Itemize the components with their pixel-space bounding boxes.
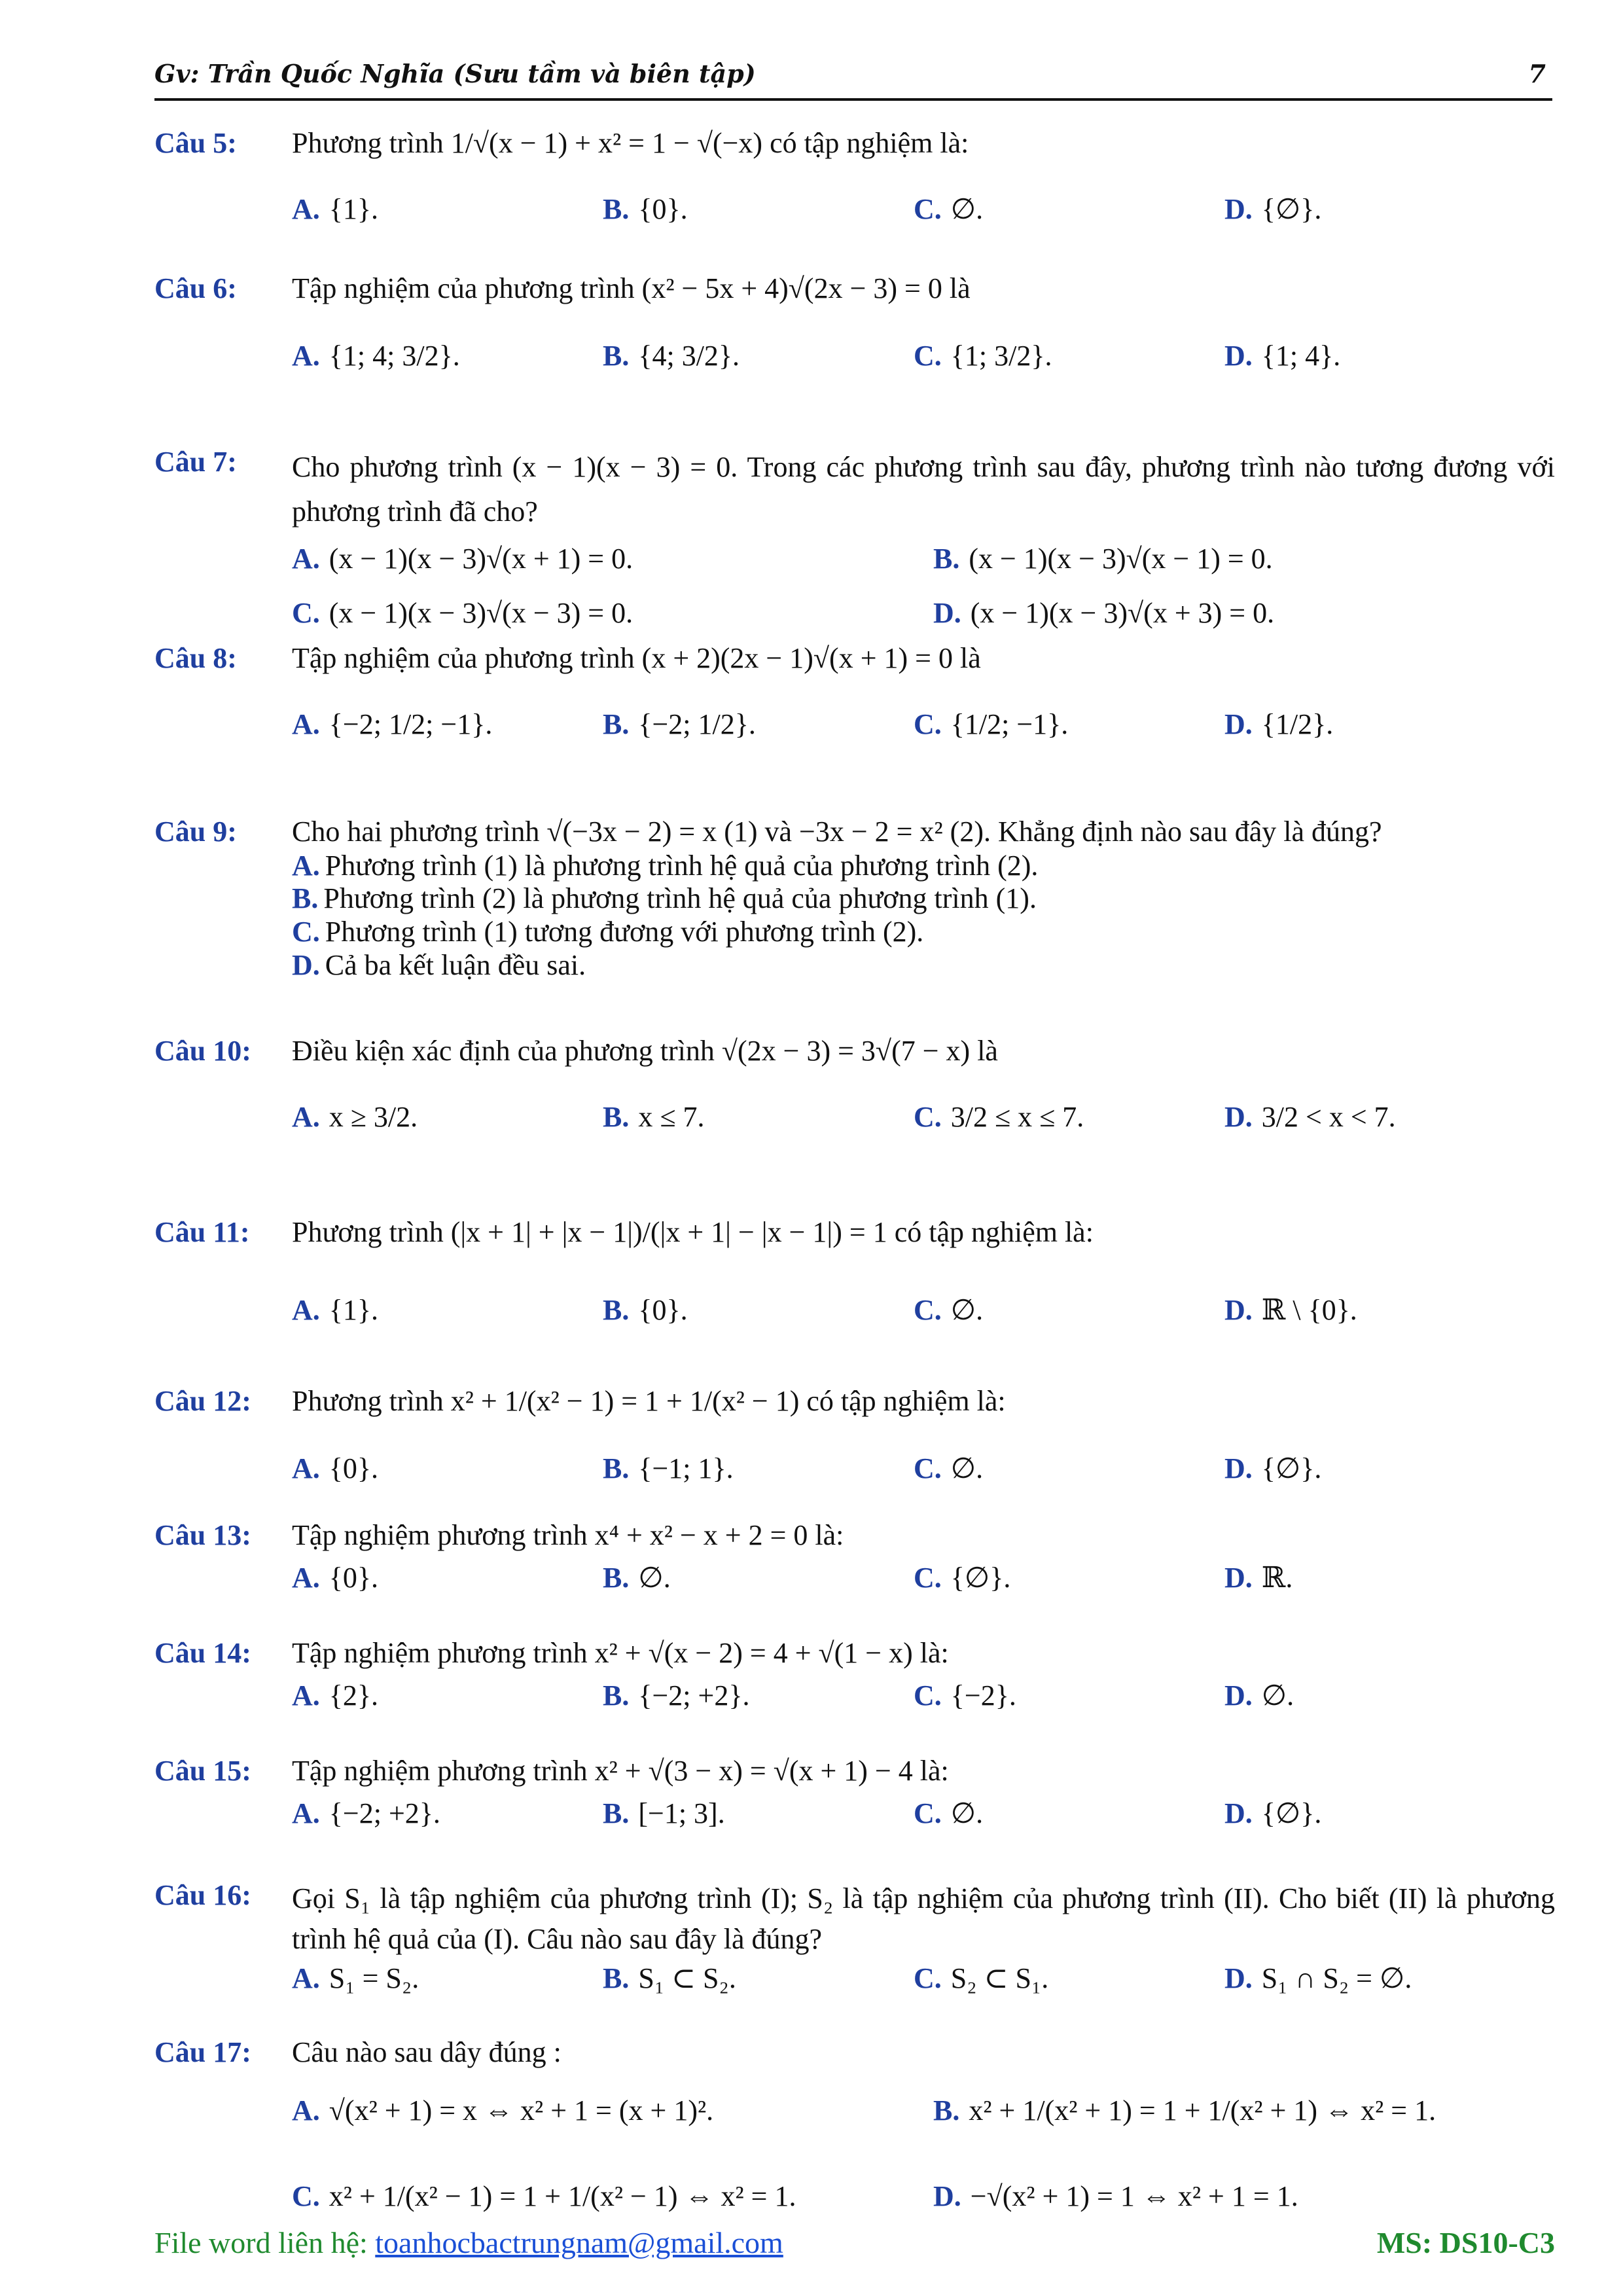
option-c[interactable] <box>914 339 1224 374</box>
option-text: ℝ \ {0}. <box>1261 1293 1357 1326</box>
question-label: Câu 14: <box>154 1637 251 1669</box>
option-text: (x − 1)(x − 3)√(x + 1) = 0. <box>329 543 633 575</box>
option-a[interactable] <box>292 1293 603 1328</box>
option-d[interactable] <box>1224 708 1535 742</box>
option-c[interactable] <box>914 1100 1224 1135</box>
option-text: {−1; 1}. <box>638 1452 734 1484</box>
option-text: {−2; 1/2; −1}. <box>329 708 493 740</box>
option-letter: A. <box>292 1100 320 1133</box>
question-stem: Gọi S₁ là tập nghiệm của phương trình (I); S₂ là tập nghiệm của phương trình (II). Cho biết (II) là phương trình hệ quả của (I). Câu nào sau đây là đúng? <box>292 1882 1555 1955</box>
question-13 <box>154 1518 1555 1636</box>
option-c[interactable] <box>914 1797 1224 1831</box>
option-a[interactable] <box>292 1962 603 1996</box>
question-11 <box>154 1201 1555 1365</box>
option-text: √(x² + 1) = x ⇔ x² + 1 = (x + 1)². <box>329 2094 714 2126</box>
question-9 <box>154 815 1555 1034</box>
question-stem: Phương trình (|x + 1| + |x − 1|)/(|x + 1| − |x − 1|) = 1 có tập nghiệm là: <box>292 1216 1094 1248</box>
option-letter: A. <box>292 1561 320 1594</box>
option-d[interactable] <box>1224 1962 1535 1996</box>
option-text: Phương trình (1) là phương trình hệ quả của phương trình (2). <box>325 849 1039 882</box>
option-letter: A. <box>292 1293 320 1326</box>
question-label: Câu 15: <box>154 1755 251 1787</box>
question-stem: Cho phương trình (x − 1)(x − 3) = 0. Trong các phương trình sau đây, phương trình nào tương đương với phương trình đã cho? <box>292 451 1555 528</box>
option-letter: A. <box>292 543 320 575</box>
option-a[interactable] <box>292 2094 933 2128</box>
option-d[interactable] <box>933 596 1575 631</box>
option-letter: A. <box>292 849 320 882</box>
option-c[interactable] <box>292 2179 933 2214</box>
option-c[interactable] <box>914 1561 1224 1596</box>
question-17 <box>154 2036 1555 2212</box>
option-text: {−2; 1/2}. <box>638 708 756 740</box>
question-5 <box>154 115 1555 255</box>
option-letter: A. <box>292 339 320 372</box>
option-letter: D. <box>1224 339 1253 372</box>
option-letter: B. <box>292 882 319 915</box>
option-c[interactable] <box>292 916 1555 949</box>
option-a[interactable] <box>292 192 603 227</box>
option-letter: D. <box>1224 192 1253 225</box>
option-letter: C. <box>914 1962 942 1995</box>
option-letter: D. <box>1224 1561 1253 1594</box>
question-label: Câu 16: <box>154 1879 251 1911</box>
option-letter: C. <box>914 1293 942 1326</box>
page-number: 7 <box>1528 59 1546 88</box>
option-b[interactable] <box>292 882 1555 916</box>
option-letter: B. <box>603 1797 630 1829</box>
option-letter: D. <box>1224 1100 1253 1133</box>
option-c[interactable] <box>914 1679 1224 1713</box>
question-stem: Câu nào sau dây đúng : <box>292 2036 562 2068</box>
option-letter: C. <box>914 708 942 740</box>
option-letter: D. <box>1224 708 1253 740</box>
question-16 <box>154 1878 1555 2036</box>
option-letter: B. <box>603 1561 630 1594</box>
option-letter: B. <box>603 1452 630 1484</box>
option-text: {∅}. <box>950 1561 1011 1594</box>
option-b[interactable] <box>933 542 1575 577</box>
option-text: {2}. <box>329 1679 379 1712</box>
option-letter: A. <box>292 1452 320 1484</box>
option-text: {1; 3/2}. <box>950 339 1052 372</box>
option-text: {1; 4}. <box>1261 339 1341 372</box>
option-text: 3/2 ≤ x ≤ 7. <box>950 1100 1084 1133</box>
option-text: Phương trình (1) tương đương với phương trình (2). <box>325 915 924 948</box>
option-text: {∅}. <box>1261 1452 1322 1484</box>
email-link[interactable]: toanhocbactrungnam@gmail.com <box>375 2226 783 2259</box>
option-text: ∅. <box>950 192 984 225</box>
option-text: {0}. <box>638 1293 688 1326</box>
option-text: {−2}. <box>950 1679 1016 1712</box>
option-b[interactable] <box>603 192 914 227</box>
option-letter: B. <box>603 708 630 740</box>
option-a[interactable] <box>292 1561 603 1596</box>
option-d[interactable] <box>1224 339 1535 374</box>
question-list <box>154 115 1555 2212</box>
option-text: [−1; 3]. <box>638 1797 725 1829</box>
option-letter: B. <box>603 1679 630 1712</box>
option-text: S₂ ⊂ S₁. <box>950 1962 1049 1995</box>
option-d[interactable] <box>1224 1797 1535 1831</box>
option-c[interactable] <box>292 596 933 631</box>
option-d[interactable] <box>1224 1452 1535 1486</box>
option-letter: C. <box>914 1452 942 1484</box>
option-letter: A. <box>292 2094 320 2126</box>
option-text: x ≤ 7. <box>638 1100 705 1133</box>
option-text: {−2; +2}. <box>329 1797 440 1829</box>
footer-contact <box>154 2225 783 2260</box>
option-c[interactable] <box>914 192 1224 227</box>
option-letter: C. <box>914 1797 942 1829</box>
option-a[interactable] <box>292 1452 603 1486</box>
question-10 <box>154 1034 1555 1188</box>
option-text: −√(x² + 1) = 1 ⇔ x² + 1 = 1. <box>970 2179 1298 2212</box>
option-text: {1/2; −1}. <box>950 708 1069 740</box>
question-stem: Tập nghiệm phương trình x² + √(x − 2) = 4 + √(1 − x) là: <box>292 1637 949 1669</box>
question-label: Câu 17: <box>154 2036 251 2068</box>
option-letter: B. <box>603 1293 630 1326</box>
option-text: {∅}. <box>1261 1797 1322 1829</box>
option-letter: D. <box>1224 1679 1253 1712</box>
question-7 <box>154 445 1555 641</box>
option-d[interactable] <box>1224 1293 1535 1328</box>
question-label: Câu 12: <box>154 1385 251 1417</box>
option-text: {−2; +2}. <box>638 1679 750 1712</box>
option-letter: C. <box>292 2179 320 2212</box>
question-label: Câu 6: <box>154 272 237 304</box>
option-text: x² + 1/(x² + 1) = 1 + 1/(x² + 1) ⇔ x² = 1. <box>969 2094 1436 2126</box>
question-15 <box>154 1754 1555 1878</box>
option-text: Cả ba kết luận đều sai. <box>325 948 586 981</box>
option-letter: C. <box>914 192 942 225</box>
option-letter: A. <box>292 1679 320 1712</box>
option-text: {1/2}. <box>1261 708 1334 740</box>
option-text: x² + 1/(x² − 1) = 1 + 1/(x² − 1) ⇔ x² = 1. <box>329 2179 796 2212</box>
option-letter: A. <box>292 192 320 225</box>
option-letter: B. <box>603 192 630 225</box>
option-a[interactable] <box>292 708 603 742</box>
option-letter: D. <box>1224 1797 1253 1829</box>
option-a[interactable] <box>292 1100 603 1135</box>
option-c[interactable] <box>914 1962 1224 1996</box>
option-letter: A. <box>292 1797 320 1829</box>
option-text: (x − 1)(x − 3)√(x − 1) = 0. <box>969 543 1273 575</box>
option-b[interactable] <box>603 1100 914 1135</box>
question-stem: Điều kiện xác định của phương trình √(2x − 3) = 3√(7 − x) là <box>292 1035 998 1067</box>
option-b[interactable] <box>603 1293 914 1328</box>
option-b[interactable] <box>603 1561 914 1596</box>
question-6 <box>154 272 1555 445</box>
option-b[interactable] <box>603 708 914 742</box>
option-letter: D. <box>292 948 320 981</box>
question-stem: Tập nghiệm phương trình x² + √(3 − x) = √(x + 1) − 4 là: <box>292 1755 949 1787</box>
option-letter: A. <box>292 708 320 740</box>
option-letter: A. <box>292 1962 320 1995</box>
option-d[interactable] <box>1224 1561 1535 1596</box>
option-letter: D. <box>1224 1293 1253 1326</box>
option-letter: D. <box>1224 1452 1253 1484</box>
option-a[interactable] <box>292 1679 603 1713</box>
option-text: ∅. <box>638 1561 671 1594</box>
option-c[interactable] <box>914 1452 1224 1486</box>
option-letter: B. <box>933 2094 960 2126</box>
question-label: Câu 7: <box>154 446 237 478</box>
question-label: Câu 8: <box>154 642 237 674</box>
option-letter: C. <box>292 597 320 630</box>
option-a[interactable] <box>292 1797 603 1831</box>
option-d[interactable] <box>292 949 1555 982</box>
option-b[interactable] <box>603 1452 914 1486</box>
option-a[interactable] <box>292 850 1555 883</box>
option-b[interactable] <box>603 339 914 374</box>
option-text: S₁ ∩ S₂ = ∅. <box>1261 1962 1412 1995</box>
option-b[interactable] <box>603 1679 914 1713</box>
option-letter: B. <box>603 1100 630 1133</box>
question-label: Câu 9: <box>154 816 237 848</box>
option-letter: C. <box>914 1561 942 1594</box>
question-stem: Phương trình x² + 1/(x² − 1) = 1 + 1/(x² − 1) có tập nghiệm là: <box>292 1385 1006 1417</box>
option-d[interactable] <box>1224 192 1535 227</box>
option-c[interactable] <box>914 1293 1224 1328</box>
option-d[interactable] <box>933 2179 1575 2214</box>
question-stem: Cho hai phương trình √(−3x − 2) = x (1) và −3x − 2 = x² (2). Khẳng định nào sau đây là đúng? <box>292 816 1382 848</box>
option-text: {∅}. <box>1261 192 1322 225</box>
option-d[interactable] <box>1224 1679 1535 1713</box>
option-text: S₁ ⊂ S₂. <box>638 1962 736 1995</box>
question-label: Câu 13: <box>154 1519 251 1551</box>
option-text: {1}. <box>329 192 379 225</box>
option-letter: C. <box>914 1679 942 1712</box>
option-letter: C. <box>914 339 942 372</box>
option-a[interactable] <box>292 339 603 374</box>
option-letter: B. <box>933 543 960 575</box>
option-text: {1; 4; 3/2}. <box>329 339 460 372</box>
option-text: ℝ. <box>1261 1561 1293 1594</box>
question-stem: Tập nghiệm của phương trình (x + 2)(2x − 1)√(x + 1) = 0 là <box>292 642 981 674</box>
question-stem: Tập nghiệm của phương trình (x² − 5x + 4)√(2x − 3) = 0 là <box>292 272 971 304</box>
option-text: {0}. <box>329 1452 379 1484</box>
option-letter: B. <box>603 1962 630 1995</box>
question-14 <box>154 1636 1555 1754</box>
option-b[interactable] <box>603 1797 914 1831</box>
option-text: Phương trình (2) là phương trình hệ quả của phương trình (1). <box>323 882 1037 915</box>
question-label: Câu 11: <box>154 1216 250 1248</box>
header-title: Gv: Trần Quốc Nghĩa (Sưu tầm và biên tập) <box>154 59 756 88</box>
option-text: 3/2 < x < 7. <box>1261 1100 1396 1133</box>
option-text: S₁ = S₂. <box>329 1962 419 1995</box>
option-b[interactable] <box>933 2094 1575 2128</box>
question-label: Câu 5: <box>154 127 237 159</box>
option-text: {0}. <box>329 1561 379 1594</box>
option-text: {0}. <box>638 192 688 225</box>
option-text: {1}. <box>329 1293 379 1326</box>
footer-contact-label: File word liên hệ: <box>154 2226 376 2259</box>
option-text: ∅. <box>950 1797 984 1829</box>
option-letter: C. <box>292 915 320 948</box>
question-12 <box>154 1371 1555 1518</box>
question-8 <box>154 641 1555 798</box>
page-header <box>154 56 1552 101</box>
option-letter: B. <box>603 339 630 372</box>
question-stem: Phương trình 1/√(x − 1) + x² = 1 − √(−x) có tập nghiệm là: <box>292 127 969 159</box>
option-d[interactable] <box>1224 1100 1535 1135</box>
option-text: (x − 1)(x − 3)√(x − 3) = 0. <box>329 597 633 630</box>
option-letter: D. <box>1224 1962 1253 1995</box>
option-letter: D. <box>933 597 961 630</box>
option-text: ∅. <box>950 1452 984 1484</box>
option-text: x ≥ 3/2. <box>329 1100 418 1133</box>
question-stem: Tập nghiệm phương trình x⁴ + x² − x + 2 = 0 là: <box>292 1519 844 1551</box>
option-text: ∅. <box>1261 1679 1294 1712</box>
question-label: Câu 10: <box>154 1035 251 1067</box>
option-a[interactable] <box>292 542 933 577</box>
option-text: ∅. <box>950 1293 984 1326</box>
option-letter: D. <box>933 2179 961 2212</box>
option-text: (x − 1)(x − 3)√(x + 3) = 0. <box>970 597 1275 630</box>
option-b[interactable] <box>603 1962 914 1996</box>
option-text: {4; 3/2}. <box>638 339 740 372</box>
option-letter: C. <box>914 1100 942 1133</box>
page-footer <box>154 2225 1555 2265</box>
option-c[interactable] <box>914 708 1224 742</box>
document-code: MS: DS10-C3 <box>1376 2226 1555 2259</box>
